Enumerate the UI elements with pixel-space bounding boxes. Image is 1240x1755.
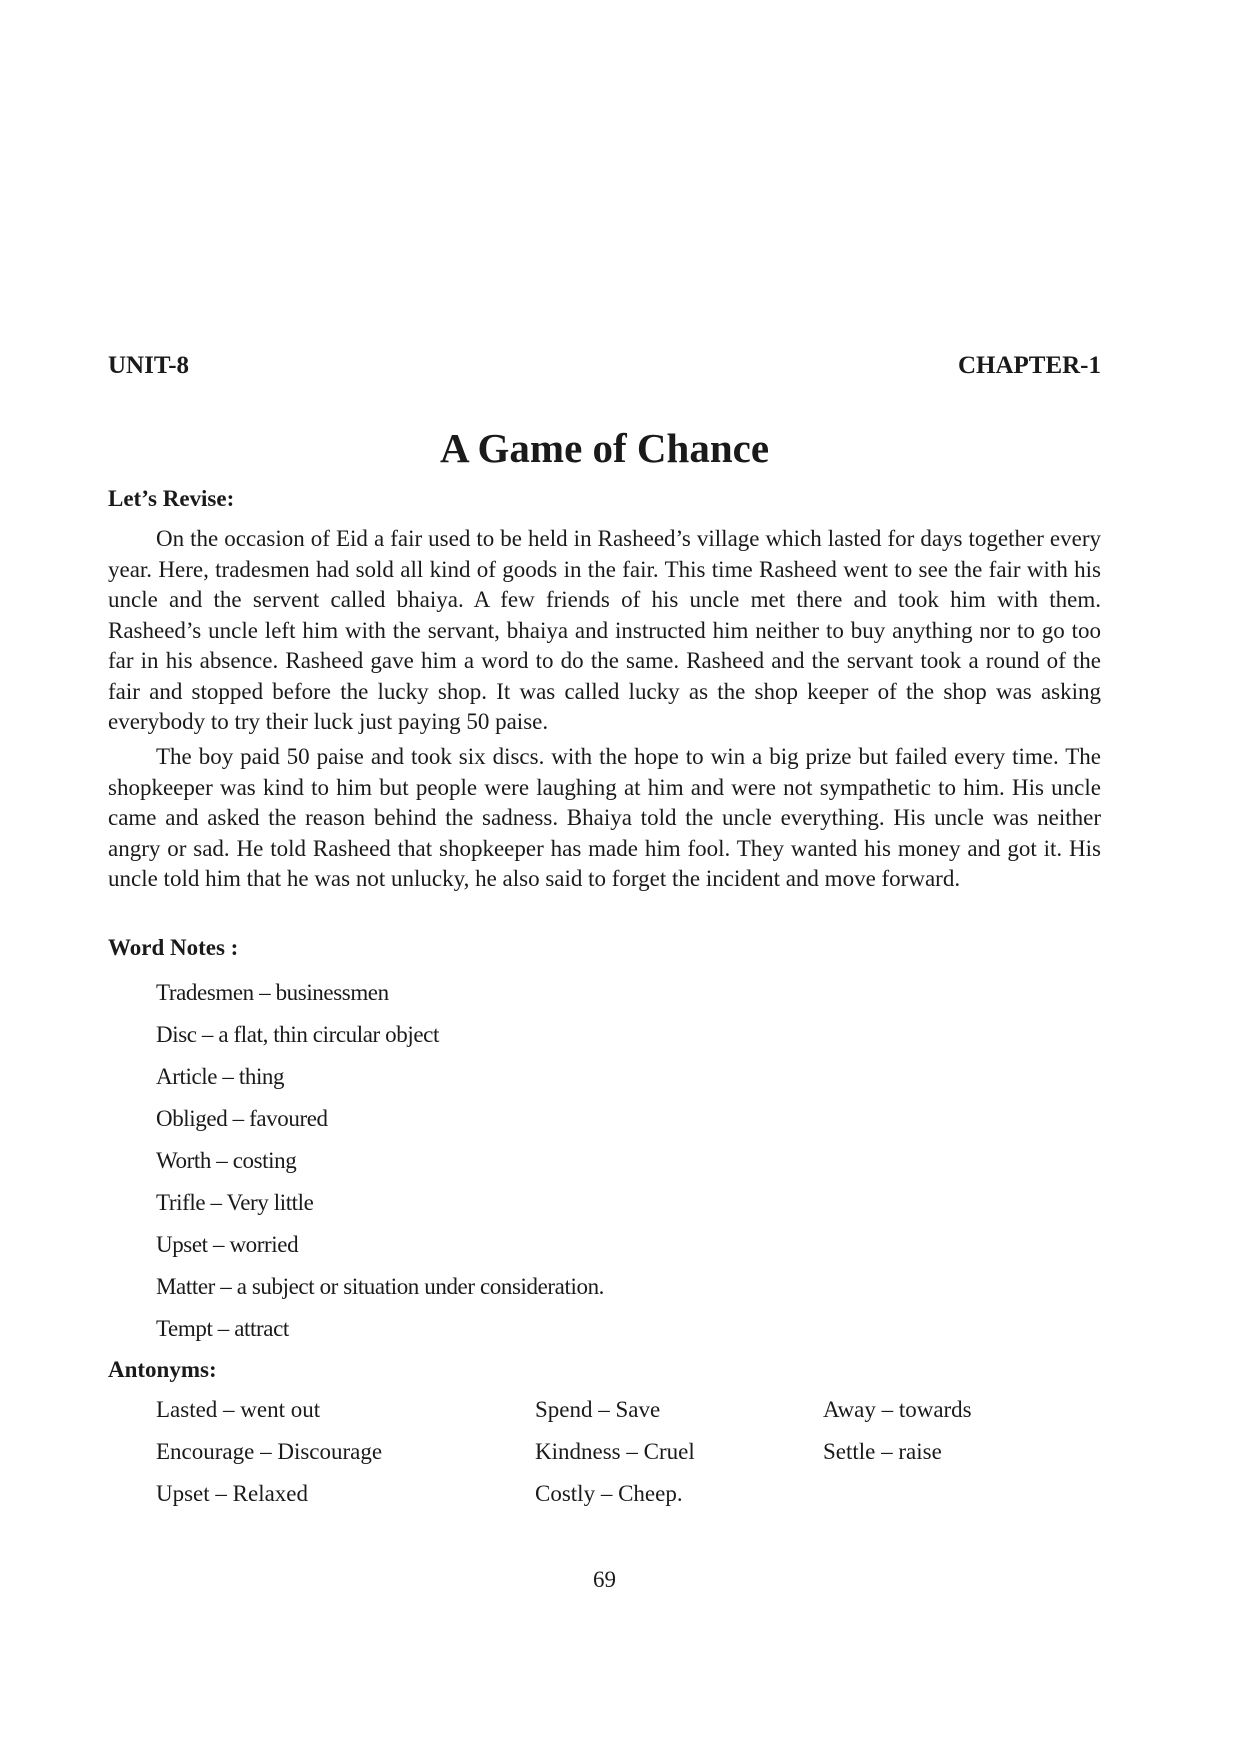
word-note-item: Tradesmen – businessmen bbox=[156, 980, 389, 1005]
antonym-item: Spend – Save bbox=[535, 1397, 661, 1422]
antonym-item: Kindness – Cruel bbox=[535, 1439, 695, 1464]
word-note-item: Article – thing bbox=[156, 1064, 285, 1089]
word-note-item: Obliged – favoured bbox=[156, 1106, 328, 1131]
word-notes-heading: Word Notes : bbox=[108, 935, 239, 960]
word-note-item: Upset – worried bbox=[156, 1232, 299, 1257]
word-note-item: Trifle – Very little bbox=[156, 1190, 314, 1215]
antonym-item: Settle – raise bbox=[823, 1439, 942, 1464]
unit-label: UNIT-8 bbox=[108, 352, 190, 379]
word-notes-list bbox=[156, 978, 604, 1356]
page-number: 69 bbox=[593, 1567, 616, 1592]
antonym-item: Away – towards bbox=[823, 1397, 972, 1422]
word-note-item: Disc – a flat, thin circular object bbox=[156, 1022, 439, 1047]
word-note-item: Matter – a subject or situation under consideration. bbox=[156, 1274, 605, 1299]
revise-paragraph-2: The boy paid 50 paise and took six discs. with the hope to win a big prize but failed every time. The shopkeeper was kind to him but people were laughing at him and were not sympathetic to him. His uncle came and asked the reason behind the sadness. Bhaiya told the uncle everything. His uncle was neither angry or sad. He told Rasheed that shopkeeper has made him fool. They wanted his money and got it. His uncle told him that he was not unlucky, he also said to forget the incident and move forward. bbox=[108, 744, 1101, 891]
antonyms-heading: Antonyms: bbox=[108, 1357, 217, 1382]
antonym-item: Costly – Cheep. bbox=[535, 1481, 683, 1506]
antonym-item: Lasted – went out bbox=[156, 1397, 321, 1422]
lets-revise-heading: Let’s Revise: bbox=[108, 486, 235, 511]
page-header bbox=[108, 352, 1101, 384]
chapter-label: CHAPTER-1 bbox=[957, 352, 1101, 379]
antonym-item: Encourage – Discourage bbox=[156, 1439, 383, 1464]
chapter-title: A Game of Chance bbox=[439, 425, 770, 471]
revise-paragraph-1: On the occasion of Eid a fair used to be held in Rasheed’s village which lasted for days together every year. Here, tradesmen had sold all kind of goods in the fair. This time Rasheed went to see the fair with his uncle and the servent called bhaiya. A few friends of his uncle met there and took him with them. Rasheed’s uncle left him with the servant, bhaiya and instructed him neither to buy anything nor to go too far in his absence. Rasheed gave him a word to do the same. Rasheed and the servant took a round of the fair and stopped before the lucky shop. It was called lucky as the shop keeper of the shop was asking everybody to try their luck just paying 50 paise. bbox=[108, 526, 1101, 734]
antonym-item: Upset – Relaxed bbox=[156, 1481, 309, 1506]
word-note-item: Tempt – attract bbox=[156, 1316, 289, 1341]
document-page bbox=[108, 0, 1101, 1755]
word-note-item: Worth – costing bbox=[156, 1148, 297, 1173]
